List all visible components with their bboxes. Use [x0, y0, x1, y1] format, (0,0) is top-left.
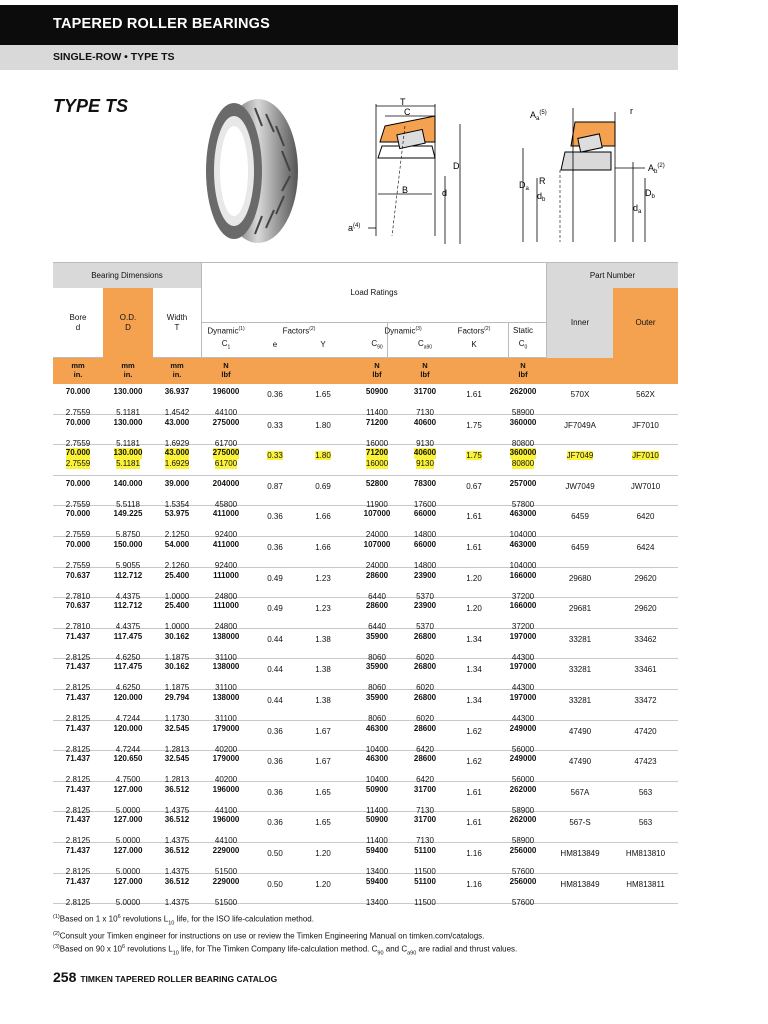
- cell-inner: 6459: [571, 543, 589, 552]
- cell-outer: 47423: [634, 757, 657, 767]
- cell-c90: 107000 24000: [363, 540, 391, 570]
- cell-ca90: 78300 17600: [413, 478, 437, 509]
- cell-y: 1.38: [315, 696, 331, 705]
- cell-e: 0.36: [267, 818, 283, 828]
- cell-c90: 35900 8060: [365, 693, 389, 723]
- cell-c1: 196000 44100: [212, 815, 240, 846]
- cell-c1: 411000 92400: [212, 540, 240, 570]
- unit-width: mm in.: [170, 361, 184, 379]
- cell-outer: 563: [638, 787, 653, 797]
- cell-c0: 360000 80800: [509, 417, 537, 448]
- col-outer: Outer: [613, 288, 678, 358]
- col-c90: $C_{90}$: [371, 339, 383, 351]
- col-y: Y: [320, 340, 326, 350]
- cell-c1: 196000 44100: [212, 784, 240, 815]
- cell-e: 0.36: [267, 787, 283, 797]
- label-B: B: [402, 185, 409, 195]
- cell-bore: 71.437 2.8125: [65, 723, 91, 754]
- table-row: [53, 629, 678, 660]
- label-D: D: [453, 161, 460, 171]
- col-width: Width T: [153, 288, 201, 358]
- cell-y: 1.65: [315, 818, 331, 828]
- cell-inner: 6459: [571, 512, 589, 522]
- cell-c1: 111000 24800: [213, 601, 239, 632]
- cell-w: 30.162 1.1875: [164, 662, 190, 693]
- catalog-name: TIMKEN TAPERED ROLLER BEARING CATALOG: [80, 974, 278, 984]
- cell-c90: 107000 24000: [363, 509, 391, 540]
- cell-e: 0.49: [267, 604, 283, 614]
- cell-y: 1.67: [315, 757, 331, 767]
- cell-ca90: 26800 6020: [413, 662, 437, 693]
- col-e: e: [272, 340, 278, 350]
- cell-bore: 70.000 2.7559: [65, 387, 91, 417]
- unit-c1: N lbf: [221, 361, 231, 379]
- cell-outer: JF7010: [632, 420, 659, 430]
- cell-od: 112.712 4.4375: [113, 570, 143, 601]
- cell-w: 36.512 1.4375: [164, 784, 190, 815]
- cell-c0: 257000 57800: [509, 478, 537, 509]
- label-da: $d_a$: [633, 203, 642, 215]
- cell-c90: 46300 10400: [365, 723, 389, 754]
- cell-y: 1.20: [315, 849, 331, 858]
- cell-k: 1.75: [466, 420, 482, 430]
- table-row: [53, 415, 678, 446]
- cell-w: 43.000 1.6929: [164, 448, 190, 468]
- cell-outer: HM813811: [626, 879, 665, 889]
- cell-k: 1.16: [466, 879, 482, 889]
- cell-inner: 570X: [570, 390, 590, 399]
- cell-od: 127.000 5.0000: [113, 846, 143, 876]
- cell-e: 0.50: [267, 879, 283, 889]
- shaft-housing-diagram: [505, 100, 680, 246]
- table-row: [53, 690, 678, 721]
- cell-c1: 229000 51500: [212, 876, 240, 907]
- cell-bore: 71.437 2.8125: [65, 631, 91, 662]
- cell-c90: 50900 11400: [365, 815, 389, 846]
- cell-k: 1.34: [466, 696, 482, 705]
- label-a: $a^{(4)}$: [348, 223, 361, 233]
- cell-w: 36.512 1.4375: [164, 846, 190, 876]
- cell-e: 0.36: [267, 543, 283, 552]
- col-bore: Bore d: [53, 288, 103, 358]
- table-row: [53, 598, 678, 632]
- cell-outer: 29620: [634, 573, 657, 583]
- cell-bore: 70.637 2.7810: [65, 570, 91, 601]
- cell-ca90: 26800 6020: [413, 631, 437, 662]
- cell-od: 130.000 5.1181: [113, 387, 143, 417]
- label-T: T: [400, 97, 406, 107]
- cell-c1: 275000 61700: [212, 417, 240, 448]
- cell-od: 127.000 5.0000: [113, 815, 143, 846]
- cell-bore: 71.437 2.8125: [65, 754, 91, 785]
- cell-c0: 256000 57600: [509, 876, 537, 907]
- cell-w: 30.162 1.1875: [164, 631, 190, 662]
- cell-c90: 50900 11400: [365, 387, 389, 417]
- cell-od: 130.000 5.1181: [113, 417, 143, 448]
- cell-outer: JF7010: [632, 451, 659, 461]
- unit-ca90: N lbf: [420, 361, 430, 379]
- cell-c90: 52800 11900: [365, 478, 389, 509]
- cell-c90: 35900 8060: [365, 631, 389, 662]
- cell-outer: HM813810: [625, 849, 666, 858]
- cell-outer: 562X: [636, 390, 655, 399]
- table-row: [53, 568, 678, 599]
- cell-c0: 262000 58900: [509, 784, 537, 815]
- cell-od: 140.000 5.5118: [113, 478, 143, 509]
- table-row: [53, 782, 678, 813]
- cell-c0: 197000 44300: [509, 693, 537, 723]
- cell-od: 117.475 4.6250: [113, 631, 143, 662]
- label-Db: $D_b$: [645, 188, 655, 200]
- cell-od: 120.650 4.7500: [113, 754, 143, 785]
- cell-w: 54.000 2.1260: [164, 540, 190, 570]
- cell-w: 36.512 1.4375: [164, 815, 190, 846]
- cell-ca90: 51100 11500: [414, 876, 436, 907]
- cell-c1: 275000 61700: [212, 448, 240, 468]
- cell-c90: 46300 10400: [365, 754, 389, 785]
- col-c1: $C_1$: [221, 339, 231, 351]
- cell-c0: 463000 104000: [509, 509, 537, 540]
- cell-c90: 71200 16000: [365, 417, 389, 448]
- table-row: [53, 874, 678, 905]
- cell-y: 1.66: [315, 543, 331, 552]
- group-load-ratings: Load Ratings: [201, 262, 547, 322]
- cell-bore: 71.437 2.8125: [65, 784, 91, 815]
- cell-y: 1.80: [315, 420, 331, 430]
- cell-bore: 71.437 2.8125: [65, 693, 91, 723]
- cell-k: 1.62: [466, 726, 482, 736]
- table-row: [53, 506, 678, 540]
- table-row: [53, 384, 678, 415]
- table-row: [53, 812, 678, 846]
- cell-ca90: 31700 7130: [413, 784, 437, 815]
- cell-k: 1.61: [466, 818, 482, 828]
- footnote-2: $^{(2)}$Consult your Timken engineer for instructions on use or review the Timken Engineering Manual on timken.com/catalogs.: [53, 931, 485, 941]
- cell-inner: 29681: [568, 604, 592, 614]
- cell-bore: 70.000 2.7559: [65, 478, 91, 509]
- cell-w: 36.937 1.4542: [164, 387, 190, 417]
- cell-k: 1.62: [466, 757, 482, 767]
- cell-od: 117.475 4.6250: [113, 662, 143, 693]
- cell-ca90: 40600 9130: [413, 448, 437, 468]
- cell-bore: 71.437 2.8125: [65, 876, 91, 907]
- cell-inner: 567A: [570, 787, 590, 797]
- col-inner: Inner: [547, 288, 613, 358]
- cell-e: 0.44: [267, 696, 283, 705]
- cell-c90: 50900 11400: [365, 784, 389, 815]
- cell-bore: 70.637 2.7810: [65, 601, 91, 632]
- cell-c0: 463000 104000: [509, 540, 537, 570]
- cell-inner: 47490: [568, 726, 592, 736]
- cell-ca90: 66000 14800: [413, 509, 437, 540]
- cell-y: 1.38: [315, 665, 331, 675]
- cell-od: 127.000 5.0000: [113, 876, 143, 907]
- cell-c0: 256000 57600: [509, 846, 537, 876]
- cell-e: 0.44: [267, 634, 283, 644]
- cell-c1: 111000 24800: [213, 570, 239, 601]
- col-static: Static: [512, 326, 533, 336]
- cell-od: 150.000 5.9055: [113, 540, 143, 570]
- cell-bore: 71.437 2.8125: [65, 662, 91, 693]
- cell-od: 127.000 5.0000: [113, 784, 143, 815]
- cell-e: 0.36: [267, 757, 283, 767]
- cell-w: 43.000 1.6929: [164, 417, 190, 448]
- cell-ca90: 31700 7130: [413, 815, 437, 846]
- cell-bore: 70.000 2.7559: [65, 540, 91, 570]
- cell-e: 0.44: [267, 665, 283, 675]
- label-Da: $D_a$: [519, 180, 529, 192]
- cell-e: 0.33: [267, 420, 283, 430]
- cell-e: 0.36: [267, 512, 283, 522]
- footnotes: [53, 912, 517, 959]
- cell-e: 0.50: [267, 849, 283, 858]
- cell-c90: 35900 8060: [365, 662, 389, 693]
- cell-c0: 262000 58900: [509, 387, 537, 417]
- cell-ca90: 51100 11500: [414, 846, 436, 876]
- cell-outer: 33472: [634, 696, 657, 705]
- cell-inner: JF7049: [566, 451, 594, 461]
- cell-y: 1.66: [315, 512, 331, 522]
- unit-c0: N lbf: [518, 361, 528, 379]
- col-ca90: $C_{a90}$: [417, 339, 433, 351]
- cell-e: 0.49: [267, 573, 283, 583]
- col-c0: $C_0$: [518, 339, 528, 351]
- cell-ca90: 40600 9130: [413, 417, 437, 448]
- cell-k: 1.61: [466, 543, 482, 552]
- cell-c1: 138000 31100: [212, 631, 240, 662]
- cell-c1: 196000 44100: [212, 387, 240, 417]
- cell-inner: JF7049A: [563, 420, 597, 430]
- cell-c1: 204000 45800: [212, 478, 240, 509]
- cell-w: 39.000 1.5354: [164, 478, 190, 509]
- label-Aa: $A_a^{(5)}$: [530, 110, 547, 122]
- cell-outer: 33462: [634, 634, 657, 644]
- cell-c1: 179000 40200: [212, 754, 240, 785]
- cell-k: 1.16: [466, 849, 482, 858]
- subtitle-bar: [0, 45, 678, 70]
- cell-od: 120.000 4.7244: [113, 693, 143, 723]
- cell-outer: 29620: [634, 604, 657, 614]
- cell-k: 1.34: [466, 634, 482, 644]
- cell-c0: 262000 58900: [509, 815, 537, 846]
- title-bar: [0, 5, 678, 45]
- cell-y: 1.67: [315, 726, 331, 736]
- table-row: [53, 659, 678, 693]
- cell-outer: 6420: [636, 512, 655, 522]
- cell-c0: 249000 56000: [509, 723, 537, 754]
- cell-inner: 47490: [568, 757, 592, 767]
- page-footer: [53, 969, 277, 987]
- cell-e: 0.33: [267, 451, 283, 461]
- cell-bore: 71.437 2.8125: [65, 846, 91, 876]
- cell-inner: HM813849: [560, 879, 600, 889]
- table-row: [53, 537, 678, 568]
- cell-c90: 28600 6440: [365, 570, 389, 601]
- cell-y: 0.69: [315, 481, 331, 491]
- cell-od: 130.000 5.1181: [113, 448, 143, 468]
- cell-bore: 71.437 2.8125: [65, 815, 91, 846]
- col-factors2: Factors$^{(2)}$: [457, 325, 491, 336]
- units-row: [53, 358, 678, 384]
- cell-c0: 197000 44300: [509, 662, 537, 693]
- table-row: [53, 843, 678, 874]
- cell-c0: 360000 80800: [509, 448, 537, 468]
- col-factors1: Factors$^{(2)}$: [282, 325, 316, 336]
- cell-e: 0.36: [267, 726, 283, 736]
- cell-inner: 33281: [568, 696, 592, 705]
- cell-outer: 47420: [634, 726, 657, 736]
- cell-e: 0.87: [267, 481, 283, 491]
- cell-c0: 249000 56000: [509, 754, 537, 785]
- cell-y: 1.65: [315, 390, 331, 399]
- section-title: TYPE TS: [53, 96, 129, 116]
- cell-ca90: 23900 5370: [413, 570, 437, 601]
- group-part-number: Part Number: [547, 262, 678, 288]
- cell-k: 1.61: [466, 390, 482, 399]
- col-dynamic1: Dynamic$^{(1)}$: [207, 325, 245, 336]
- cell-ca90: 23900 5370: [413, 601, 437, 632]
- label-db: $d_b$: [537, 191, 546, 203]
- cell-w: 32.545 1.2813: [164, 723, 190, 754]
- cell-y: 1.23: [315, 604, 331, 614]
- cell-od: 149.225 5.8750: [113, 509, 143, 540]
- group-bearing-dimensions: Bearing Dimensions: [53, 262, 201, 288]
- bearing-dimension-diagram: [340, 96, 480, 246]
- cell-y: 1.80: [315, 451, 331, 461]
- cell-outer: 563: [638, 818, 653, 828]
- table-row: [53, 476, 678, 507]
- footnote-3: $^{(3)}$Based on 90 x $10^6$ revolutions $L_{10}$ life, for The Timken Company life-calculation method. $C_{90}$ and $C_{a90}$ are radial and thrust values.: [53, 943, 518, 957]
- col-k: K: [471, 340, 477, 350]
- cell-inner: 29680: [568, 573, 592, 583]
- cell-k: 1.75: [466, 451, 482, 461]
- footnote-1: $^{(1)}$Based on 1 x $10^6$ revolutions $L_{10}$ life, for the ISO life-calculation method.: [53, 914, 314, 927]
- col-od: O.D. D: [103, 288, 153, 358]
- cell-outer: JW7010: [630, 481, 661, 491]
- table-row: [53, 751, 678, 785]
- cell-w: 53.975 2.1250: [164, 509, 190, 540]
- label-R: R: [539, 176, 546, 186]
- cell-outer: 33461: [634, 665, 657, 675]
- cell-c0: 197000 44300: [509, 631, 537, 662]
- col-dynamic3: Dynamic$^{(3)}$: [384, 325, 422, 336]
- unit-c90: N lbf: [372, 361, 382, 379]
- cell-inner: HM813849: [560, 849, 600, 858]
- label-C: C: [404, 107, 411, 117]
- cell-inner: 33281: [568, 634, 592, 644]
- cell-k: 0.67: [466, 481, 482, 491]
- unit-bore: mm in.: [71, 361, 85, 379]
- cell-c1: 179000 40200: [212, 723, 240, 754]
- cell-c1: 138000 31100: [212, 662, 240, 693]
- cell-c1: 411000 92400: [212, 509, 240, 540]
- cell-c0: 166000 37200: [509, 570, 537, 601]
- cell-od: 112.712 4.4375: [113, 601, 143, 632]
- cell-w: 36.512 1.4375: [164, 876, 190, 907]
- unit-od: mm in.: [121, 361, 135, 379]
- table-row: [53, 721, 678, 752]
- cell-ca90: 26800 6020: [413, 693, 437, 723]
- cell-outer: 6424: [636, 543, 655, 552]
- cell-k: 1.61: [466, 512, 482, 522]
- cell-c90: 59400 13400: [365, 876, 389, 907]
- cell-bore: 70.000 2.7559: [65, 417, 91, 448]
- table-row: [53, 445, 678, 476]
- cell-y: 1.23: [315, 573, 331, 583]
- cell-c0: 166000 37200: [509, 601, 537, 632]
- cell-w: 29.794 1.1730: [164, 693, 190, 723]
- cell-k: 1.20: [466, 604, 482, 614]
- cell-k: 1.61: [466, 787, 482, 797]
- label-r: r: [630, 106, 633, 116]
- page-subtitle: SINGLE-ROW • TYPE TS: [53, 51, 175, 63]
- cell-ca90: 28600 6420: [413, 723, 437, 754]
- cell-c90: 28600 6440: [365, 601, 389, 632]
- cell-w: 25.400 1.0000: [164, 601, 190, 632]
- cell-ca90: 66000 14800: [413, 540, 437, 570]
- cell-c90: 71200 16000: [365, 448, 389, 468]
- cell-ca90: 28600 6420: [413, 754, 437, 785]
- cell-inner: 567-S: [569, 818, 591, 828]
- label-Ab: $A_b^{(2)}$: [648, 163, 665, 175]
- cell-k: 1.34: [466, 665, 482, 675]
- cell-c1: 229000 51500: [212, 846, 240, 876]
- cell-y: 1.65: [315, 787, 331, 797]
- page-number: 258: [53, 969, 77, 985]
- cell-inner: 33281: [568, 665, 592, 675]
- cell-bore: 70.000 2.7559: [65, 448, 91, 468]
- cell-c1: 138000 31100: [212, 693, 240, 723]
- cell-k: 1.20: [466, 573, 482, 583]
- cell-ca90: 31700 7130: [413, 387, 437, 417]
- cell-y: 1.38: [315, 634, 331, 644]
- bearing-photo: [200, 96, 300, 246]
- cell-c90: 59400 13400: [365, 846, 389, 876]
- page-title: TAPERED ROLLER BEARINGS: [53, 16, 271, 32]
- cell-e: 0.36: [267, 390, 283, 399]
- label-d: d: [442, 188, 448, 198]
- cell-y: 1.20: [315, 879, 331, 889]
- cell-w: 32.545 1.2813: [164, 754, 190, 785]
- cell-w: 25.400 1.0000: [164, 570, 190, 601]
- cell-od: 120.000 4.7244: [113, 723, 143, 754]
- cell-inner: JW7049: [565, 481, 595, 491]
- cell-bore: 70.000 2.7559: [65, 509, 91, 540]
